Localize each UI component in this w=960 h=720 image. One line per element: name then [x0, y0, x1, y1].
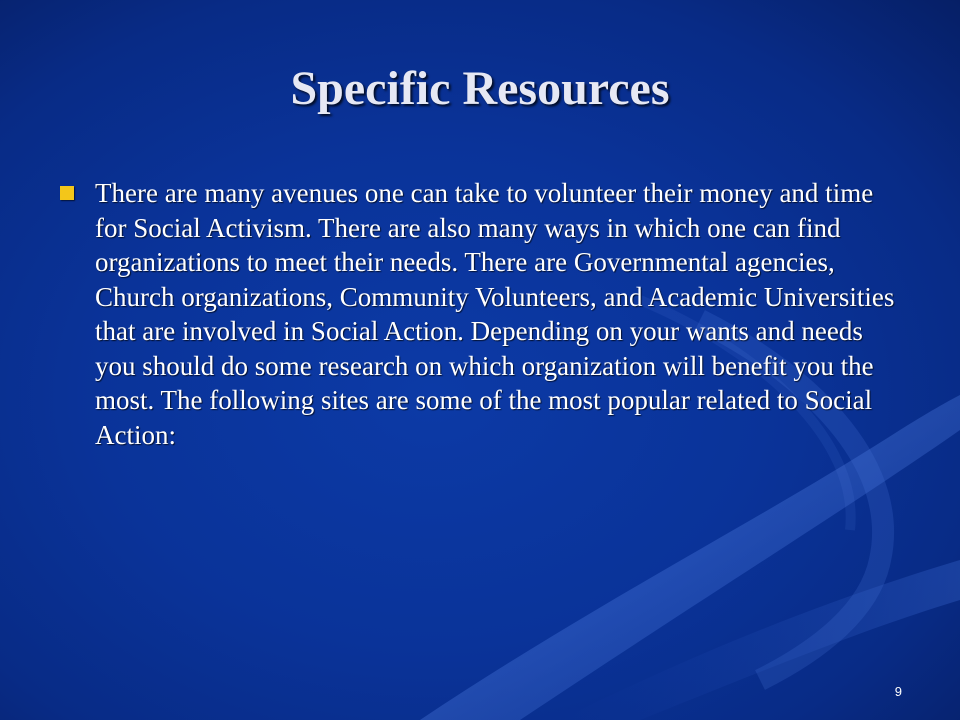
page-number: 9 — [894, 684, 902, 699]
bullet-text: There are many avenues one can take to volunteer their money and time for Social Activism. There are also many ways in which one can find organizations to meet their needs. There are Governmental agencies, Church organizations, Community Volunteers, and Academic Universities that are involved in Social Action. Depending on your wants and needs you should do some research on which organization will benefit you the most. The following sites are some of the most popular related to Social Action: — [95, 178, 895, 450]
slide-title: Specific Resources — [290, 62, 670, 115]
bullet-list — [60, 176, 910, 452]
list-item — [60, 176, 910, 452]
square-bullet-icon — [60, 186, 74, 200]
